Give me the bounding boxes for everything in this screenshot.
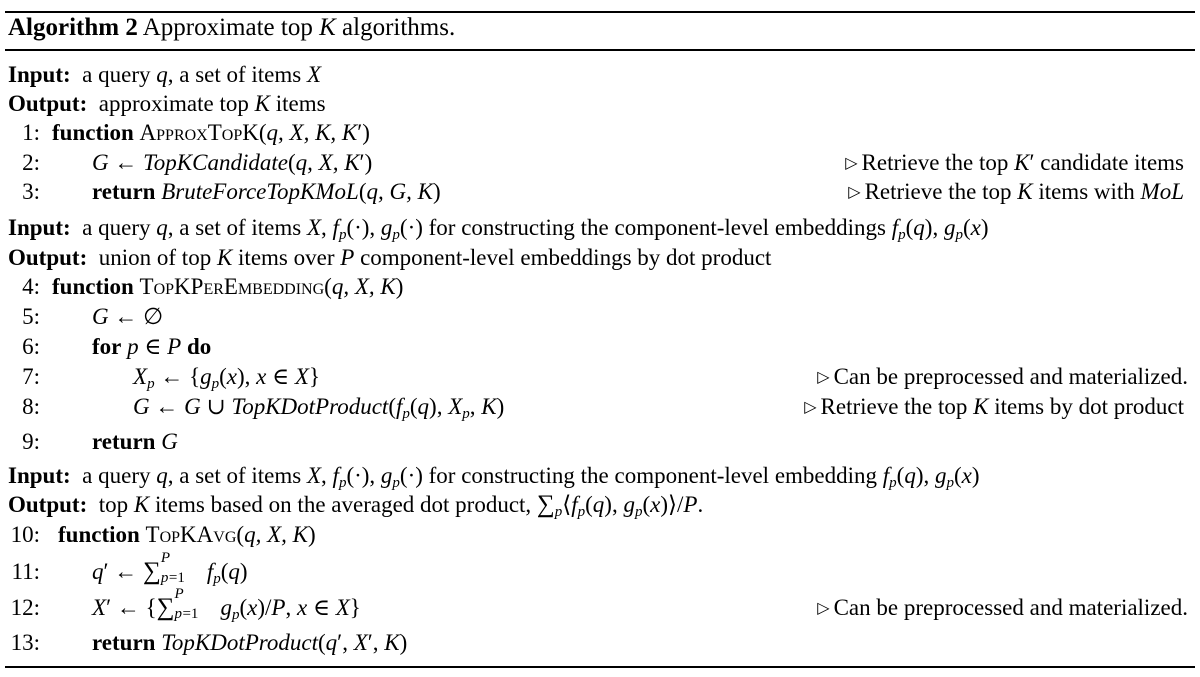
- line-number: 13:: [10, 630, 40, 655]
- algo-line-9: 9: return G: [0, 427, 1200, 457]
- algo-line-10: 10: function TopKAvg(q, X, K): [0, 520, 1200, 550]
- algo-line-11: 11: q′ ← ∑ P p =1 $f_p(q)$: [0, 557, 1200, 587]
- line-number: 12:: [10, 595, 40, 620]
- algo-line-13: 13: return TopKDotProduct(q′, X′, K): [0, 628, 1200, 658]
- algo-line-1: 1: function ApproxTopK(q, X, K, K′): [0, 118, 1200, 148]
- comment: ▷ Can be preprocessed and materialized.: [817, 364, 1188, 389]
- line-number: 10:: [10, 522, 40, 547]
- algo-line-7: 7: $X_p$ ← {$g_p(x)$, x ∈ X} ▷ Can be preprocessed and materialized.: [0, 362, 1200, 392]
- line-number: 1:: [22, 120, 40, 145]
- line-number: 3:: [22, 179, 40, 204]
- comment: ▷ Can be preprocessed and materialized.: [817, 595, 1188, 620]
- output-keyword: Output:: [8, 91, 88, 116]
- line-number: 5:: [22, 304, 40, 329]
- line-number: 9:: [22, 429, 40, 454]
- algo-line-4: 4: function TopKPerEmbedding(q, X, K): [0, 272, 1200, 302]
- input-line-3: Input: a query q, a set of items X, $f_p(\cdot)$, $g_p(\cdot)$ for constructing the component-level embedding $f_p(q)$, $g_p(x)$: [8, 463, 980, 491]
- output-line-2: Output: union of top K items over P component-level embeddings by dot product: [8, 245, 772, 270]
- top-rule: [5, 11, 1195, 13]
- output-line-3: Output: top K items based on the averaged dot product, $\sum_p⟨f_p(q)$, $g_p(x)⟩/P$.: [8, 491, 704, 520]
- comment: ▷ Retrieve the top K′ candidate items: [845, 150, 1184, 175]
- line-number: 4:: [22, 274, 40, 299]
- algo-line-6: 6: for p ∈ P do: [0, 332, 1200, 362]
- line-number: 6:: [22, 334, 40, 359]
- algo-line-8: 8: G ← G ∪ $TopKDotProduct(f_p(q)$, $X_p$, K) ▷ Retrieve the top K items by dot product: [0, 392, 1200, 422]
- line-number: 8:: [22, 394, 40, 419]
- algorithm-title: Approximate top K algorithms.: [142, 14, 456, 41]
- input-line-1: Input: a query q, a set of items X: [8, 62, 322, 87]
- comment: ▷ Retrieve the top K items with MoL: [848, 179, 1184, 204]
- algo-line-3: 3: return BruteForceTopKMoL(q, G, K) ▷ Retrieve the top K items with MoL: [0, 177, 1200, 207]
- input-keyword: Input:: [8, 62, 71, 87]
- algorithm-caption: [8, 14, 455, 42]
- comment: ▷ Retrieve the top K items by dot product: [804, 394, 1184, 419]
- bottom-rule: [5, 666, 1195, 668]
- line-number: 2:: [22, 150, 40, 175]
- header-rule: [5, 49, 1195, 51]
- algorithm-label: Algorithm 2: [8, 14, 138, 41]
- output-line-1: Output: approximate top K items: [8, 91, 326, 116]
- algo-line-5: 5: G ← ∅: [0, 302, 1200, 332]
- algo-line-12: 12: X′ ← {∑ P p =1 $g_p(x)/P$, x ∈ X} ▷ Can be preprocessed and materialized.: [0, 593, 1200, 623]
- input-line-2: Input: a query q, a set of items X, $f_p(\cdot)$, $g_p(\cdot)$ for constructing the component-level embeddings $f_p(q)$, $g_p(x)$: [8, 215, 989, 243]
- line-number: 7:: [22, 364, 40, 389]
- algo-line-2: 2: G ← TopKCandidate(q, X, K′) ▷ Retrieve the top K′ candidate items: [0, 148, 1200, 178]
- line-number: 11:: [11, 559, 40, 584]
